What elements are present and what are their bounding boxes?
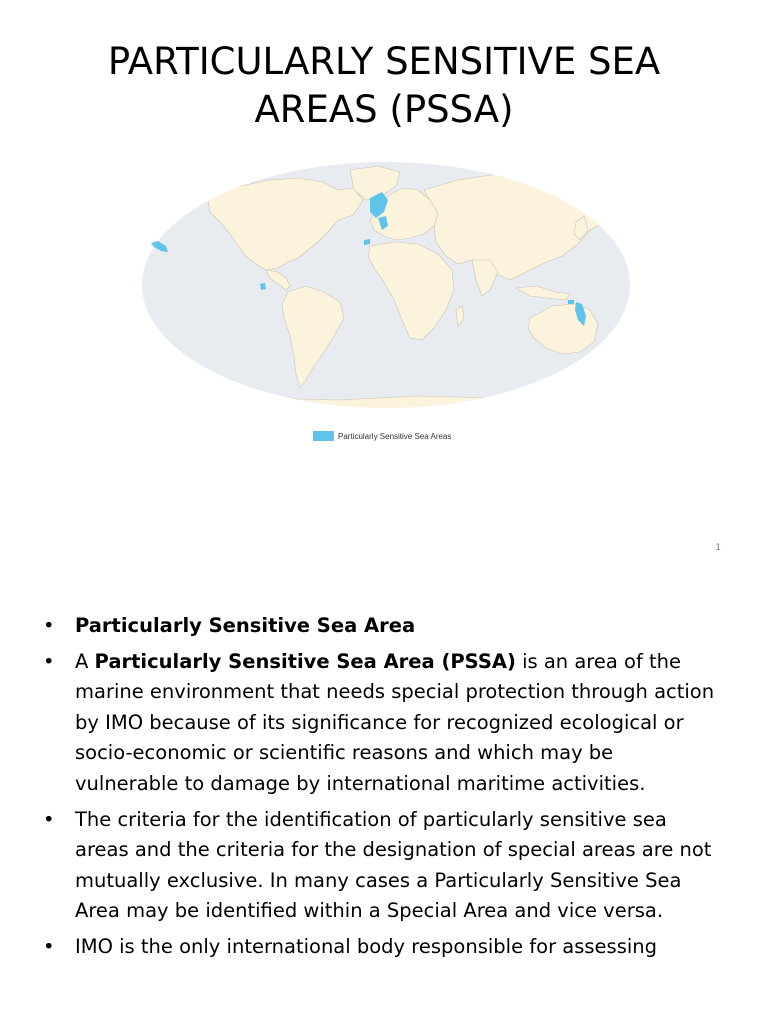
bullet-item [40, 647, 720, 800]
bullet-bold-text: Particularly Sensitive Sea Area [75, 614, 416, 637]
pssa-torres-strait [568, 300, 574, 304]
bullet-bold-text: Particularly Sensitive Sea Area (PSSA) [94, 649, 516, 673]
slide-title: PARTICULARLY SENSITIVE SEA AREAS (PSSA) [107, 40, 661, 131]
world-map [138, 160, 634, 420]
legend-swatch [313, 431, 334, 441]
bullet-text: IMO is the only international body responsible for assessing [75, 934, 658, 958]
bullet-icon: • [43, 649, 55, 673]
map-legend [313, 430, 451, 442]
bullet-text: is an area of the marine environment that needs special protection through action by IMO because of its significance for recognized ecological or socio-economic or scientific reasons and which may be vulnerable to damage by international maritime activities. [75, 649, 715, 795]
pssa-canary-islands [364, 239, 370, 245]
bullet-icon: • [43, 934, 55, 958]
bullet-item [40, 805, 720, 927]
bullet-item [40, 932, 720, 963]
antarctica-landmass [168, 396, 608, 420]
legend-label: Particularly Sensitive Sea Areas [338, 431, 452, 441]
bullet-text: The criteria for the identification of particularly sensitive sea areas and the criteria for the designation of special areas are not mutually exclusive. In many cases a Particularly Sensitive Sea Area may be identified within a Special Area and vice versa. [75, 807, 712, 923]
bullet-icon: • [43, 807, 55, 831]
bullet-icon: • [43, 614, 55, 637]
bullet-prefix: A [75, 649, 95, 673]
bullet-list [40, 611, 720, 968]
page-number: 1 [715, 543, 721, 553]
bullet-item [40, 611, 720, 642]
new-zealand-landmass [608, 340, 616, 360]
pssa-galapagos [260, 283, 266, 290]
